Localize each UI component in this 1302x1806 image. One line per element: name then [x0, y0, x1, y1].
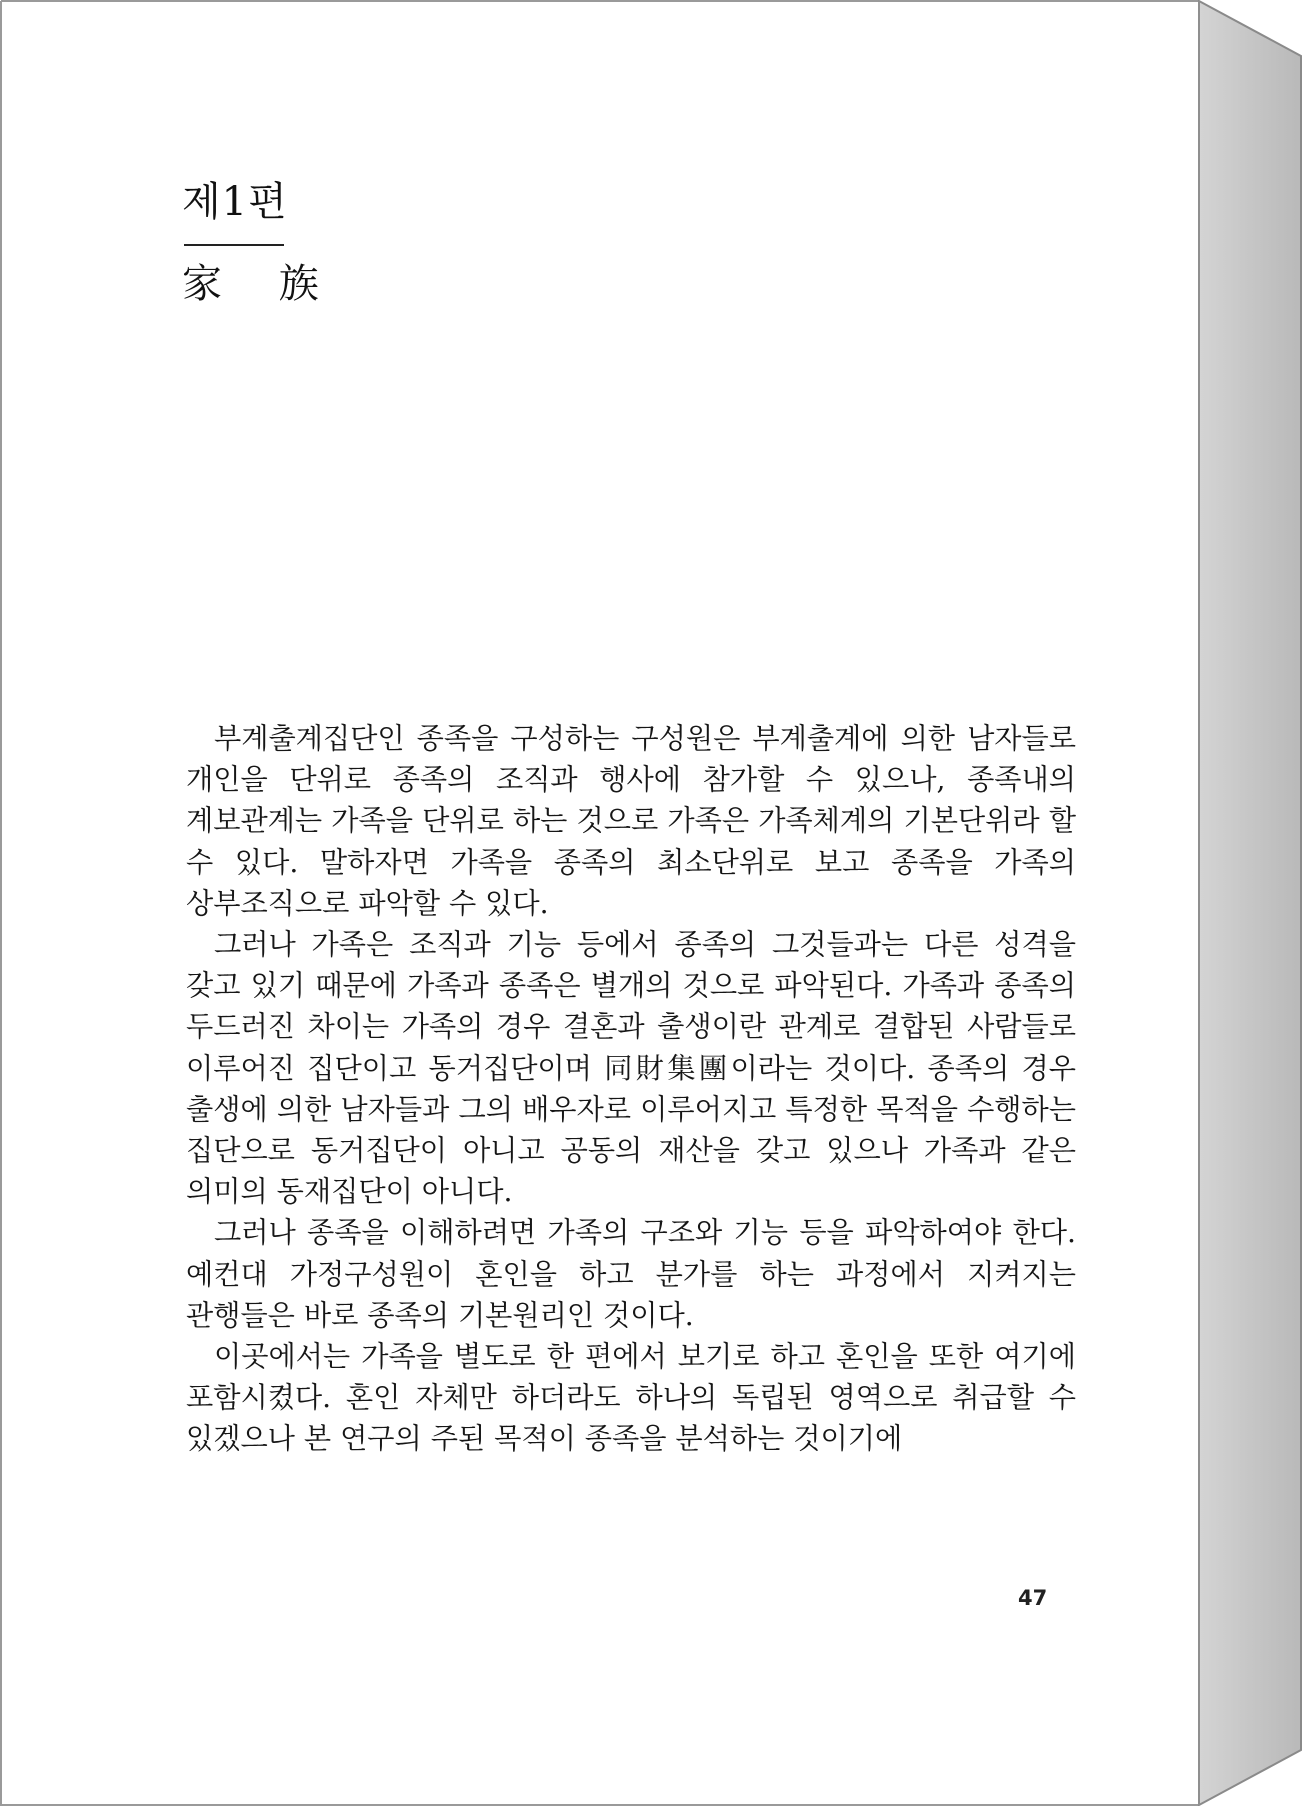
- body-text: [186, 718, 1076, 1460]
- part-title: 家 族: [182, 261, 341, 307]
- part-label: 제1편: [182, 179, 288, 225]
- page-number: 47: [1018, 1586, 1048, 1610]
- heading-divider: [184, 244, 284, 246]
- paragraph: 이곳에서는 가족을 별도로 한 편에서 보기로 하고 혼인을 또한 여기에 포함시켰다. 혼인 자체만 하더라도 하나의 독립된 영역으로 취급할 수 있겠으나 본 연구의 주된 목적이 종족을 분석하는 것이기에: [186, 1340, 1076, 1456]
- paragraph: 부계출계집단인 종족을 구성하는 구성원은 부계출계에 의한 남자들로 개인을 단위로 종족의 조직과 행사에 참가할 수 있으나, 종족내의 계보관계는 가족을 단위로 하는 것으로 가족은 가족체계의 기본단위라 할 수 있다. 말하자면 가족을 종족의 최소단위로 보고 종족을 가족의 상부조직으로 파악할 수 있다.: [186, 722, 1076, 920]
- paragraph: 그러나 종족을 이해하려면 가족의 구조와 기능 등을 파악하여야 한다. 예컨대 가정구성원이 혼인을 하고 분가를 하는 과정에서 지켜지는 관행들은 바로 종족의 기본원리인 것이다.: [186, 1216, 1076, 1332]
- paragraph: 그러나 가족은 조직과 기능 등에서 종족의 그것들과는 다른 성격을 갖고 있기 때문에 가족과 종족은 별개의 것으로 파악된다. 가족과 종족의 두드러진 차이는 가족의 경우 결혼과 출생이란 관계로 결합된 사람들로 이루어진 집단이고 동거집단이며 同財集團이라는 것이다. 종족의 경우 출생에 의한 남자들과 그의 배우자로 이루어지고 특정한 목적을 수행하는 집단으로 동거집단이 아니고 공동의 재산을 갖고 있으나 가족과 같은 의미의 동재집단이 아니다.: [186, 928, 1076, 1209]
- book-spine: [1199, 1, 1301, 1805]
